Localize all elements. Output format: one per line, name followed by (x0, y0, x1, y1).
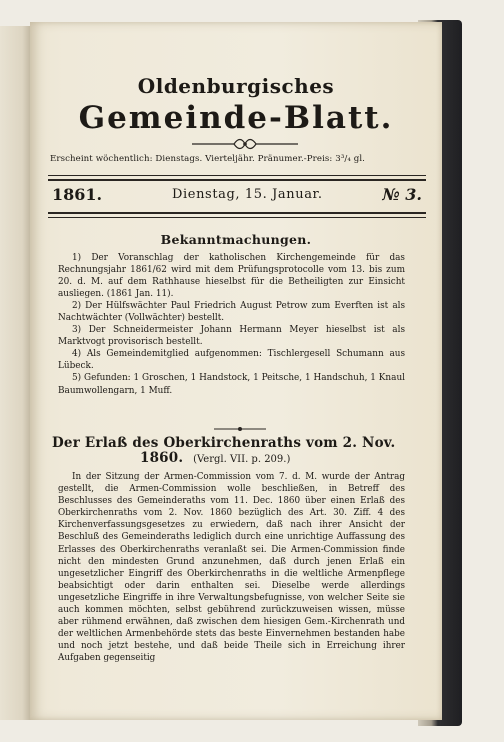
publication-info: Erscheint wöchentlich: Dienstags. Vierteljähr. Pränumer.-Preis: 3³/₄ gl. (50, 154, 366, 164)
article-year: 1860. (140, 450, 184, 466)
masthead-subtitle: Oldenburgisches (137, 74, 335, 98)
article-title-line: Der Erlaß des Oberkirchenraths vom 2. Nov. (52, 435, 396, 451)
issue-number: № 3. (382, 185, 422, 204)
newspaper-page (30, 22, 442, 720)
section-ornament-icon (210, 426, 270, 432)
announcement-item: 3) Der Schneidermeister Johann Hermann Meyer hieselbst ist als Marktvogt provisorisch bestellt. (58, 325, 405, 348)
article-body (58, 471, 405, 665)
announcement-item: 1) Der Voranschlag der katholischen Kirchengemeinde für das Rechnungsjahr 1861/62 wird mit dem Prüfungsprotocolle vom 13. bis zum 20. d. M. auf dem Rathhause hieselbst für die Betheiligten zur Einsicht ausliegen. (1861 Jan. 11). (58, 253, 405, 300)
announcements-list (58, 252, 405, 397)
left-page-edge (0, 26, 32, 720)
announcement-item: 4) Als Gemeindemitglied aufgenommen: Tischlergesell Schumann aus Lübeck. (58, 349, 405, 372)
divider-rule-thick (48, 179, 426, 181)
issue-year: 1861. (52, 185, 103, 204)
announcement-item: 2) Der Hülfswächter Paul Friedrich August Petrow zum Everften ist als Nachtwächter (Vollwächter) bestellt. (58, 301, 405, 324)
announcement-item: 5) Gefunden: 1 Groschen, 1 Handstock, 1 Peitsche, 1 Handschuh, 1 Knaul Baumwollengarn, 1 Muff. (58, 373, 405, 396)
divider-rule-thick (48, 212, 426, 214)
masthead-title: Gemeinde-Blatt. (78, 100, 394, 136)
article-title-line-2 (52, 451, 412, 467)
divider-rule (48, 175, 426, 176)
divider-rule (48, 217, 426, 218)
article-reference: (Vergl. VII. p. 209.) (193, 454, 291, 465)
section-heading: Bekanntmachungen. (160, 232, 312, 247)
issue-date: Dienstag, 15. Januar. (172, 187, 323, 202)
article-paragraph: In der Sitzung der Armen-Commission vom 7. d. M. wurde der Antrag gestellt, die Armen-Commission wolle beschließen, in Betreff des Beschlusses des Gemeinderaths vom 11. Dec. 1860 über einen Erlaß des Oberkirchenraths vom 2. Nov. 1860 bezüglich des Art. 30. Ziff. 4 des Kirchenverfassungsgesetzes zu erwiedern, daß nach ihrer Ansicht der Beschluß des Gemeinderaths lediglich durch eine unrichtige Auffassung des Erlasses des Oberkirchenraths veranlaßt sei. Die Armen-Commission finde nicht den mindesten Grund anzunehmen, daß durch jenen Erlaß ein ungesetzlicher Eingriff des Oberkirchenraths in die weltliche Armenpflege beabsichtigt oder darin enthalten sei. Dieselbe werde allerdings ungesetzliche Eingriffe in ihre Verwaltungsbefugnisse, von welcher Seite sie auch kommen möchten, selbst gebührend zurückzuweisen wissen, müsse aber rühmend erwähnen, daß zwischen dem hiesigen Gem.-Kirchenrath und der weltlichen Armenbehörde stets das beste Einvernehmen bestanden habe und noch jetzt bestehe, und daß beide Theile sich in Erreichung ihrer Aufgaben gegenseitig (58, 472, 405, 664)
issue-line (52, 185, 422, 207)
article-title (52, 436, 412, 467)
masthead-ornament-icon (190, 137, 300, 151)
